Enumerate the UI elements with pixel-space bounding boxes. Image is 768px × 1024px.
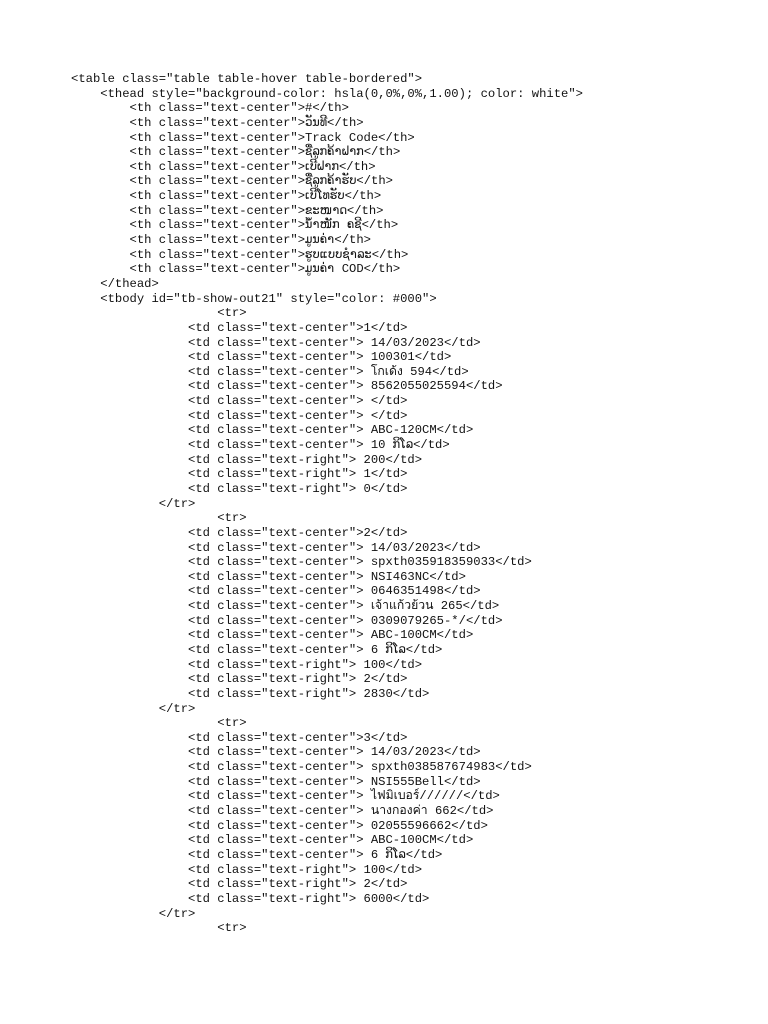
- code-line: <td class="text-center"> ABC-120CM</td>: [71, 423, 474, 438]
- code-line: <table class="table table-hover table-bordered">: [71, 72, 423, 86]
- code-line: <tr>: [71, 921, 247, 936]
- code-line: <tbody id="tb-show-out21" style="color: #000">: [71, 291, 437, 306]
- code-line: </tr>: [71, 701, 196, 716]
- code-line: <td class="text-center"> NSI463NC</td>: [71, 569, 466, 584]
- code-line: <td class="text-center"> 100301</td>: [71, 350, 452, 365]
- code-line: <td class="text-center"> </td>: [71, 408, 408, 423]
- code-line: <tr>: [71, 716, 247, 731]
- code-line: <th class="text-center">ເບີໂທຮັບ</th>: [71, 189, 382, 204]
- code-line: <td class="text-right"> 2830</td>: [71, 686, 430, 701]
- code-line: <th class="text-center">ຊື່ລູກຄ້າຝາກ</th>: [71, 145, 401, 160]
- code-line: <th class="text-center">ເບີຝາກ</th>: [71, 159, 376, 174]
- code-line: <th class="text-center">Track Code</th>: [71, 130, 415, 145]
- code-line: <th class="text-center">ຊື່ລູກຄ້າຮັບ</th>: [71, 174, 393, 189]
- code-line: <th class="text-center">ວັນທີ</th>: [71, 115, 364, 130]
- code-line: <td class="text-right"> 2</td>: [71, 877, 408, 892]
- code-line: <td class="text-center"> ABC-100CM</td>: [71, 833, 474, 848]
- code-line: <th class="text-center">ຂະໜາດ</th>: [71, 203, 384, 218]
- code-line: <th class="text-center">ນໍ້າໜັກ ຄຊີ</th>: [71, 218, 399, 233]
- code-line: <td class="text-center"> NSI555Bell</td>: [71, 774, 481, 789]
- code-line: <td class="text-center"> 8562055025594</td>: [71, 379, 503, 394]
- code-line: </tr>: [71, 906, 196, 921]
- code-line: <tr>: [71, 306, 247, 321]
- code-line: <td class="text-right"> 6000</td>: [71, 891, 430, 906]
- code-line: <td class="text-right"> 200</td>: [71, 452, 423, 467]
- code-line: <tr>: [71, 511, 247, 526]
- code-line: <th class="text-center">#</th>: [71, 101, 349, 116]
- code-line: <td class="text-center"> 6 ກິໂລ</td>: [71, 847, 443, 862]
- code-line: <td class="text-center"> นางกองค่า 662</td>: [71, 804, 494, 819]
- source-code-block: [71, 72, 583, 936]
- code-line: <td class="text-center"> 14/03/2023</td>: [71, 335, 481, 350]
- code-line: <td class="text-center"> เจ้าแก้วย้วน 265</td>: [71, 599, 500, 614]
- code-line: </tr>: [71, 496, 196, 511]
- code-line: <td class="text-center"> </td>: [71, 394, 408, 409]
- code-line: <td class="text-center"> 14/03/2023</td>: [71, 540, 481, 555]
- code-line: <td class="text-center"> ABC-100CM</td>: [71, 628, 474, 643]
- code-line: <td class="text-center"> spxth038587674983</td>: [71, 760, 532, 775]
- code-line: <td class="text-right"> 1</td>: [71, 467, 408, 482]
- code-line: <td class="text-center"> 6 ກິໂລ</td>: [71, 642, 443, 657]
- code-line: <td class="text-right"> 2</td>: [71, 672, 408, 687]
- code-line: <td class="text-center">3</td>: [71, 730, 408, 745]
- code-line: <th class="text-center">ມູນຄ່າ</th>: [71, 233, 371, 248]
- code-line: <td class="text-center"> 0309079265-*/</td>: [71, 613, 503, 628]
- code-line: <td class="text-center">1</td>: [71, 320, 408, 335]
- code-line: <td class="text-right"> 0</td>: [71, 481, 408, 496]
- code-line: <td class="text-center"> spxth035918359033</td>: [71, 555, 532, 570]
- code-line: <td class="text-center"> 14/03/2023</td>: [71, 745, 481, 760]
- code-line: <td class="text-center">2</td>: [71, 525, 408, 540]
- code-line: <td class="text-center"> 10 ກິໂລ</td>: [71, 438, 450, 453]
- code-line: <td class="text-center"> 02055596662</td>: [71, 818, 488, 833]
- code-line: <td class="text-center"> 0646351498</td>: [71, 584, 481, 599]
- code-line: </thead>: [71, 276, 159, 291]
- code-line: <td class="text-center"> โกเด้ง 594</td>: [71, 364, 469, 379]
- code-line: <td class="text-right"> 100</td>: [71, 862, 423, 877]
- code-line: <th class="text-center">ມູນຄ່າ COD</th>: [71, 262, 401, 277]
- code-line: <td class="text-center"> ไฟมิเบอร์//////</td>: [71, 789, 500, 804]
- code-line: <td class="text-right"> 100</td>: [71, 657, 423, 672]
- code-line: <th class="text-center">ຮູບແບບຊໍາລະ</th>: [71, 247, 409, 262]
- code-line: <thead style="background-color: hsla(0,0%,0%,1.00); color: white">: [71, 86, 583, 101]
